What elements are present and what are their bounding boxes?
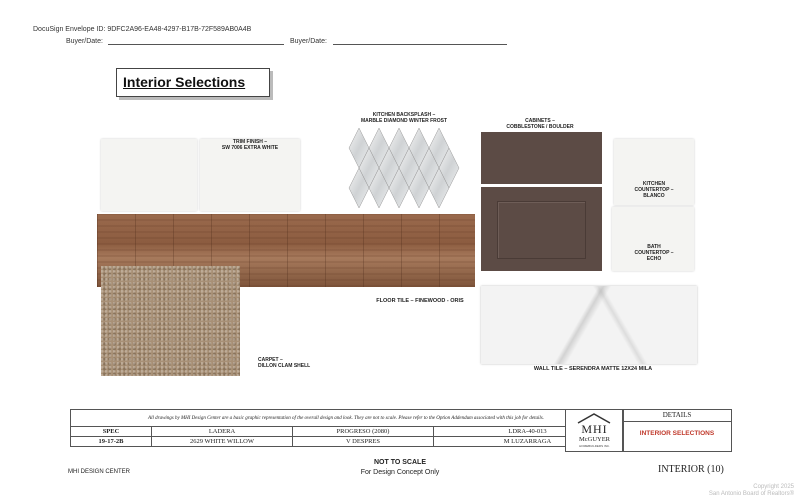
wall-tile-label: WALL TILE – SERENDRA MATTE 12X24 MILA (533, 366, 653, 372)
cell-address: 2629 WHITE WILLOW (152, 437, 293, 447)
mhi-logo (565, 409, 624, 452)
cell-plan: PROGRESO (2080) (293, 427, 434, 437)
cell-job-number: 19-17-2B (71, 437, 152, 447)
cell-spec: SPEC (71, 427, 152, 437)
details-heading: DETAILS (623, 410, 731, 422)
page-title: Interior Selections (123, 74, 246, 90)
cabinet-door-swatch (481, 187, 602, 271)
info-table (70, 409, 622, 447)
backsplash-label: KITCHEN BACKSPLASH – MARBLE DIAMOND WINTER FROST (360, 112, 448, 124)
wall-finish-swatch (101, 139, 197, 211)
bath-countertop-label: BATH COUNTERTOP – ECHO (634, 244, 674, 262)
cell-lot: LDRA-40-013 (434, 427, 622, 437)
cell-community: LADERA (152, 427, 293, 437)
cell-rep: M LUZARRAGA (434, 437, 622, 447)
footer-not-to-scale: NOT TO SCALE (374, 459, 426, 466)
cell-designer: V DESPRES (293, 437, 434, 447)
envelope-id: DocuSign Envelope ID: 9DFC2A96-EA48-4297-B17B-72F589AB0A4B (33, 26, 252, 33)
details-value: INTERIOR SELECTIONS (639, 430, 715, 437)
logo-sub: HOMEBUILDERS INC. (579, 444, 610, 448)
trim-finish-label: TRIM FINISH – SW 7006 EXTRA WHITE (221, 139, 279, 151)
buyer-date-line-2 (333, 44, 507, 45)
carpet-swatch (101, 266, 240, 376)
logo-name: McGUYER (578, 436, 611, 443)
buyer-date-label-2: Buyer/Date: (290, 38, 327, 45)
logo-mark: MHI (581, 422, 608, 436)
copyright-line-2: San Antonio Board of Realtors® (708, 491, 794, 497)
buyer-date-label-1: Buyer/Date: (66, 38, 103, 45)
page-title-box (116, 68, 270, 97)
details-box (622, 409, 732, 452)
cabinet-drawer-swatch (481, 132, 602, 184)
drawing-disclaimer: All drawings by MHI Design Center are a basic graphic representation of the overall design and look. They are not to scale. Please refer to the Option Addendum associated with this job for details. (71, 410, 622, 427)
footer-concept: For Design Concept Only (360, 469, 440, 476)
buyer-date-line-1 (108, 44, 284, 45)
footer-left: MHI DESIGN CENTER (68, 469, 131, 475)
cabinets-label: CABINETS – COBBLESTONE / BOULDER (506, 118, 574, 130)
copyright-line-1: Copyright 2025 (753, 484, 794, 490)
floor-tile-label: FLOOR TILE – FINEWOOD - ORIS (376, 298, 464, 304)
carpet-label: CARPET – DILLON CLAM SHELL (258, 357, 311, 369)
backsplash-swatch (345, 128, 461, 212)
wall-tile-swatch (481, 286, 697, 364)
kitchen-countertop-label: KITCHEN COUNTERTOP – BLANCO (634, 181, 674, 199)
page-number: INTERIOR (10) (658, 464, 724, 475)
